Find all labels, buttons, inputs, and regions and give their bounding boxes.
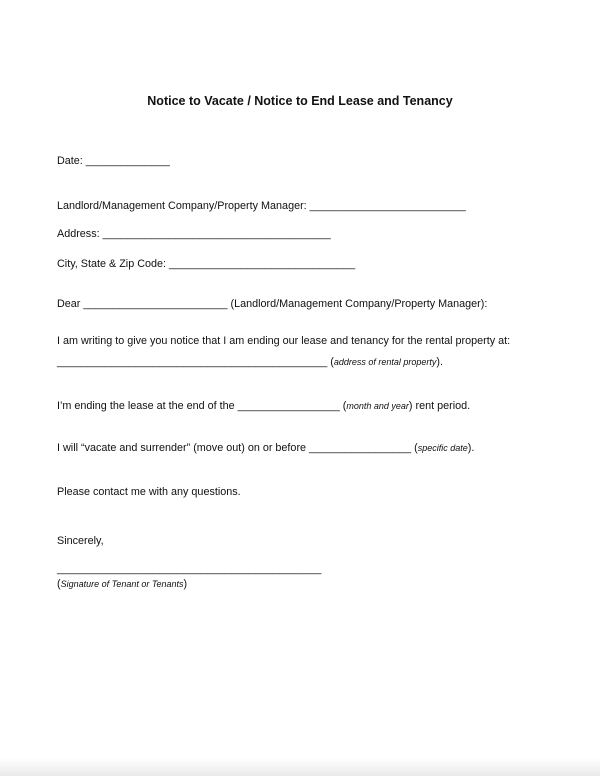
closing-line: Sincerely, — [57, 535, 104, 547]
rental-address-hint: address of rental property — [333, 357, 437, 367]
address-line: Address: ______________________________________ — [57, 228, 331, 240]
landlord-line: Landlord/Management Company/Property Manager: __________________________ — [57, 200, 466, 212]
end-lease-suffix: ) rent period. — [408, 400, 471, 412]
page-title: Notice to Vacate / Notice to End Lease and Tenancy — [147, 94, 453, 108]
signature-blank: ____________________________________________ — [57, 563, 322, 575]
signature-caption: (Signature of Tenant or Tenants) — [57, 578, 188, 590]
page-bottom-shadow — [0, 758, 600, 776]
city-state-zip-line: City, State & Zip Code: _______________________________ — [57, 258, 356, 270]
vacate-prefix: I will “vacate and surrender” (move out) on or before _________________ — [57, 442, 412, 454]
end-lease-hint: month and year — [346, 401, 409, 411]
rental-address-tail: ). — [436, 356, 443, 368]
vacate-hint: specific date — [417, 443, 468, 453]
date-line: Date: ______________ — [57, 155, 170, 167]
end-lease-prefix: I’m ending the lease at the end of the _________________ — [57, 400, 340, 412]
rental-address-line: _____________________________________________ (address of rental property). — [57, 356, 443, 368]
signature-tail: ) — [183, 578, 188, 590]
intro-line: I am writing to give you notice that I am ending our lease and tenancy for the rental property at: — [57, 335, 511, 347]
end-lease-line: I’m ending the lease at the end of the _________________ (month and year) rent period. — [57, 400, 471, 412]
signature-hint: Signature of Tenant or Tenants — [60, 579, 184, 589]
vacate-line: I will “vacate and surrender” (move out) on or before _________________ (specific date). — [57, 442, 475, 454]
salutation-line: Dear ________________________ (Landlord/Management Company/Property Manager): — [57, 298, 488, 310]
vacate-suffix: ). — [467, 442, 475, 454]
contact-line: Please contact me with any questions. — [57, 486, 241, 498]
rental-address-blank: _____________________________________________ — [57, 356, 328, 368]
